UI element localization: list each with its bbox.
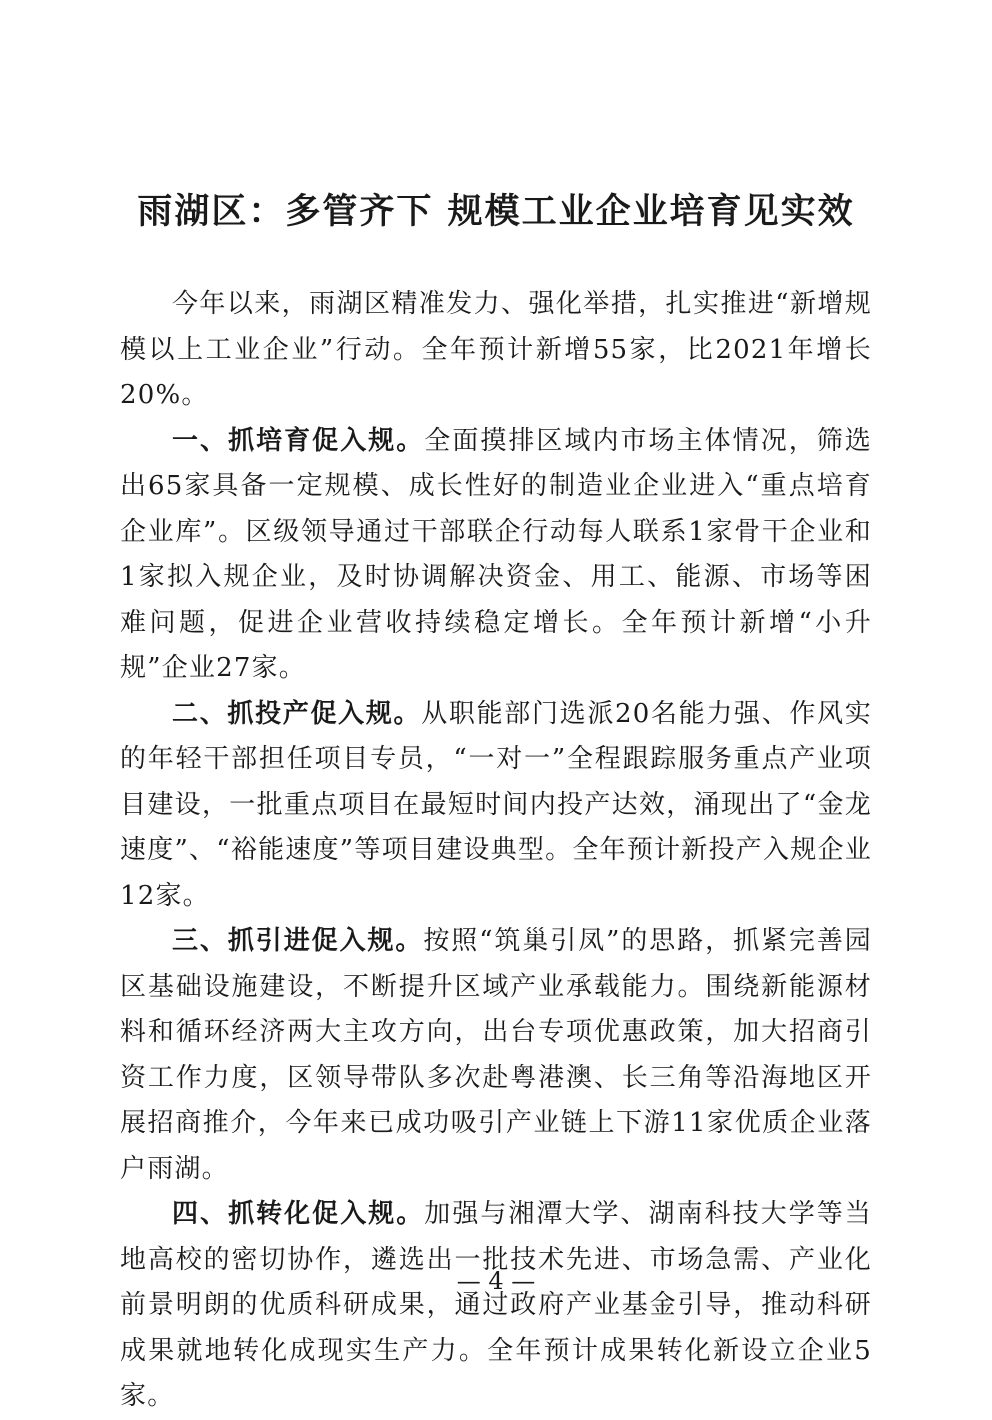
- page-number: — 4 —: [456, 1267, 536, 1295]
- section-heading: 一、抓培育促入规。: [172, 425, 425, 456]
- document-body: [120, 282, 872, 1420]
- paragraph-section-2: [120, 692, 872, 920]
- paragraph-section-3: [120, 919, 872, 1192]
- section-heading: 二、抓投产促入规。: [172, 698, 422, 729]
- section-heading: 三、抓引进促入规。: [172, 926, 424, 956]
- paragraph-section-4: [120, 1192, 872, 1420]
- paragraph-text: 加强与湘潭大学、湖南科技大学等当地高校的密切协作，遴选出一批技术先进、市场急需、产业化前景明朗的优质科研成果，通过政府产业基金引导，推动科研成果就地转化成现实生产力。全年预计成果转化新设立企业5家。: [120, 1199, 872, 1411]
- paragraph-text: 按照“筑巢引凤”的思路，抓紧完善园区基础设施建设，不断提升区域产业承载能力。围绕新能源材料和循环经济两大主攻方向，出台专项优惠政策，加大招商引资工作力度，区领导带队多次赴粤港澳、长三角等沿海地区开展招商推介，今年来已成功吸引产业链上下游11家优质企业落户雨湖。: [120, 926, 872, 1184]
- section-heading: 四、抓转化促入规。: [172, 1199, 425, 1229]
- document-title: 雨湖区：多管齐下 规模工业企业培育见实效: [137, 192, 855, 232]
- paragraph-text: 全面摸排区域内市场主体情况，筛选出65家具备一定规模、成长性好的制造业企业进入“重点培育企业库”。区级领导通过干部联企行动每人联系1家骨干企业和1家拟入规企业，及时协调解决资金、用工、能源、市场等困难问题，促进企业营收持续稳定增长。全年预计新增“小升规”企业27家。: [120, 425, 872, 683]
- paragraph-text: 从职能部门选派20名能力强、作风实的年轻干部担任项目专员，“一对一”全程跟踪服务重点产业项目建设，一批重点项目在最短时间内投产达效，涌现出了“金龙速度”、“裕能速度”等项目建设典型。全年预计新投产入规企业12家。: [120, 698, 873, 911]
- paragraph-text: 今年以来，雨湖区精准发力、强化举措，扎实推进“新增规模以上工业企业”行动。全年预计新增55家，比2021年增长20%。: [120, 289, 872, 410]
- paragraph-section-1: [120, 419, 872, 692]
- paragraph-intro: [120, 282, 872, 419]
